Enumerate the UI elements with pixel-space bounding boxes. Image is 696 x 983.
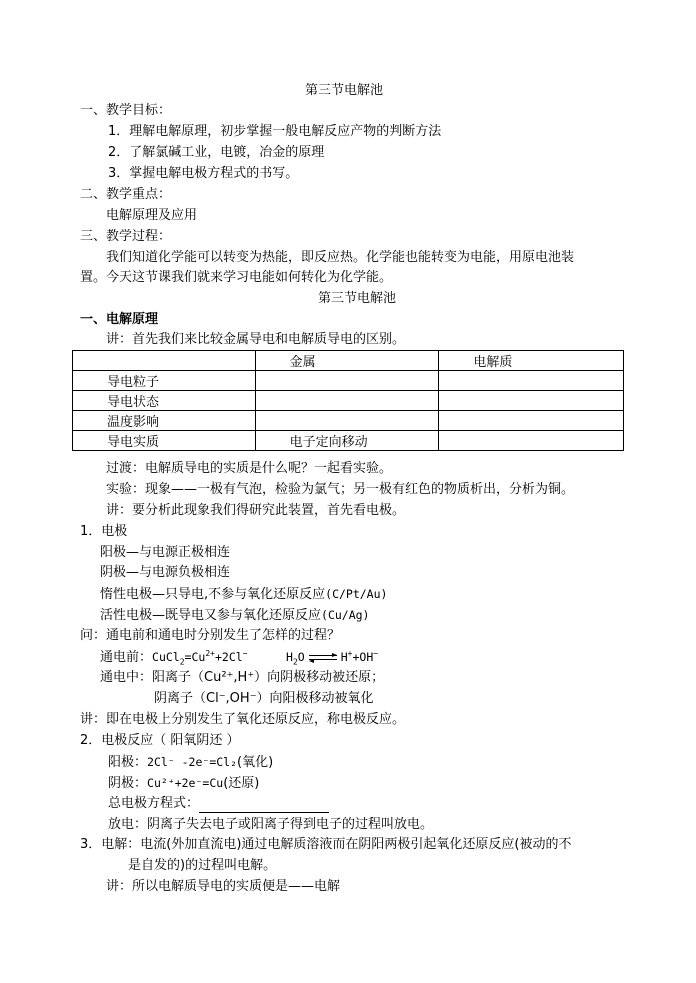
section-heading-principle: 一、电解原理 [80,312,159,327]
inert-electrode-text: 惰性电极—只导电,不参与氧化还原反应 [100,587,326,602]
subsection-heading: 2．电极反应（ 阳氧阴还 ） [80,733,240,748]
goal-item: 3．掌握电解电极方程式的书写。 [108,166,299,181]
active-electrode-examples: (Cu/Ag) [321,608,370,622]
goal-item: 2．了解氯碱工业，电镀，冶金的原理 [108,145,325,160]
equilibrium-arrow-icon [309,653,337,663]
table-cell: 导电状态 [73,391,256,411]
section-heading-goals: 一、教学目标： [80,103,172,118]
table-cell [255,391,439,411]
table-cell: 温度影响 [73,411,256,431]
dissociation-equation: $CuCl_2=Cu^{2+}+2Cl^-$ [152,649,248,667]
intro-paragraph-line2: 置。今天这节课我们就来学习电能如何转化为化学能。 [80,270,393,285]
fill-in-blank [199,798,329,813]
table-cell [439,371,624,391]
talk-text: 讲：即在电极上分别发生了氧化还原反应，称电极反应。 [80,712,406,727]
equation-line-during [100,669,384,687]
table-cell [439,391,624,411]
active-electrode-text: 活性电极—既导电又参与氧化还原反应 [100,608,322,623]
talk-text: 讲：首先我们来比较金属导电和电解质导电的区别。 [106,332,406,347]
focus-text: 电解原理及应用 [106,208,198,223]
table-header-cell: 电解质 [439,351,624,371]
table-cell [439,411,624,431]
definition-line [100,606,369,625]
section-heading-process: 三、教学过程： [80,229,172,244]
talk-text: 讲：所以电解质导电的实质便是——电解 [106,879,341,894]
table-cell [255,411,439,431]
table-row [73,411,624,431]
table-cell: 导电粒子 [73,371,256,391]
discharge-definition: 放电：阴离子失去电子或阳离子得到电子的过程叫放电。 [108,817,434,832]
table-row [73,371,624,391]
inert-electrode-examples: (C/Pt/Au) [325,587,388,601]
definition-line: 阳极—与电源正极相连 [100,545,231,560]
section-heading-focus: 二、教学重点： [80,187,172,202]
cation-migration-text: 阳离子（Cu²⁺,H⁺）向阴极移动被还原； [152,670,385,685]
table-cell: 电子定向移动 [255,431,439,451]
table-header-cell: 金属 [255,351,439,371]
goal-item: 1．理解电解原理，初步掌握一般电解反应产物的判断方法 [108,124,442,139]
electrolysis-definition-line2: 是自发的)的过程叫电解。 [128,858,277,873]
table-cell: 导电实质 [73,431,256,451]
subsection-heading: 1．电极 [80,524,128,539]
definition-line: 阴极—与电源负极相连 [100,565,231,580]
section-subtitle: 第三节电解池 [318,291,397,306]
table-cell [439,431,624,451]
table-row [73,391,624,411]
table-header-row [73,351,624,371]
equation-line-before [100,648,248,667]
comparison-table [72,350,624,451]
anode-reaction: 阳极：2Cl⁻ -2e⁻=Cl₂(氧化) [108,755,274,770]
doc-title: 第三节电解池 [305,83,384,98]
transition-text: 过渡：电解质导电的实质是什么呢？一起看实验。 [106,461,393,476]
intro-paragraph-line1: 我们知道化学能可以转变为热能，即反应热。化学能也能转变为电能，用原电池装 [106,250,575,265]
question-text: 问：通电前和通电时分别发生了怎样的过程？ [80,628,341,643]
talk-text: 讲：要分析此现象我们得研究此装置，首先看电极。 [106,503,406,518]
total-equation-line: 总电极方程式： [108,795,329,813]
anion-migration-text: 阴离子（Cl⁻,OH⁻）向阳极移动被氧化 [154,691,374,706]
table-row [73,431,624,451]
table-cell [255,371,439,391]
electrolysis-definition-line1: 3．电解：电流(外加直流电)通过电解质溶液而在阴阳两极引起氧化还原反应(被动的不 [80,837,572,852]
table-header-cell [73,351,256,371]
water-ionization-equation: $H_2O$ H++OH− [286,649,379,667]
cathode-reaction: 阴极：Cu²⁺+2e⁻=Cu(还原) [108,776,260,791]
equation-label: 通电前： [100,650,153,665]
definition-line [100,585,387,604]
equation-label: 通电中： [100,670,153,685]
experiment-text: 实验：现象——一极有气泡，检验为氯气；另一极有红色的物质析出，分析为铜。 [106,482,575,497]
